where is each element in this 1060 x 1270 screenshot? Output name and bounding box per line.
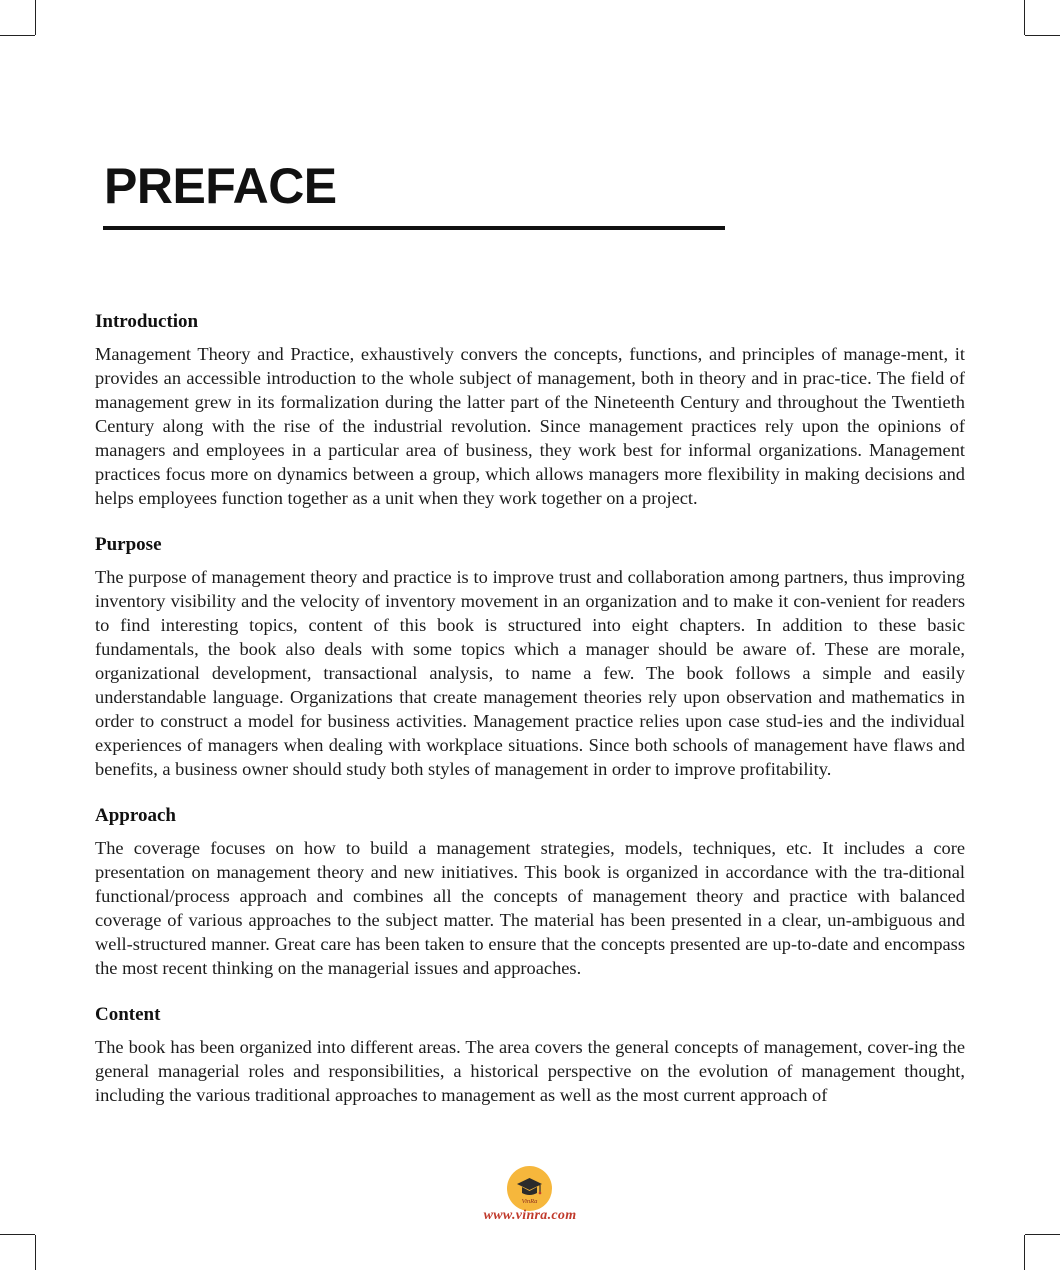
preface-content <box>95 310 965 1130</box>
section-body: The book has been organized into different areas. The area covers the general concepts of management, cover-ing the general managerial roles and responsibilities, a historical perspective on the evolution of management thought, including the various traditional approaches to management as well as the most current approach of <box>95 1037 965 1105</box>
graduation-cap-logo-icon <box>507 1166 552 1211</box>
section-purpose <box>95 533 965 781</box>
crop-mark-top-left-horizontal <box>0 35 35 36</box>
crop-mark-bottom-right-vertical <box>1024 1235 1025 1270</box>
svg-text:VinRa: VinRa <box>521 1198 538 1205</box>
crop-mark-bottom-left-vertical <box>35 1235 36 1270</box>
website-url[interactable]: www.vinra.com <box>483 1208 577 1223</box>
crop-mark-top-right-horizontal <box>1025 35 1060 36</box>
section-content <box>95 1003 965 1107</box>
section-approach <box>95 804 965 980</box>
section-heading: Purpose <box>95 534 162 555</box>
section-body: The coverage focuses on how to build a management strategies, models, techniques, etc. It includes a core presentation on management theory and new initiatives. This book is organized in accordance with the tra-ditional functional/process approach and combines all the concepts of management theory and practice with balanced coverage of various approaches to the subject matter. The material has been presented in a clear, un-ambiguous and well-structured manner. Great care has been taken to ensure that the concepts presented are up-to-date and encompass the most recent thinking on the managerial issues and approaches. <box>95 838 965 978</box>
section-body: The purpose of management theory and practice is to improve trust and collaboration among partners, thus improving inventory visibility and the velocity of inventory movement in an organization and to make it con-venient for readers to find interesting topics, content of this book is structured into eight chapters. In addition to these basic fundamentals, the book also deals with some topics which a manager should be aware of. These are morale, organizational development, transactional analysis, to name a few. The book follows a simple and easily understandable language. Organizations that create management theories rely upon observation and mathematics in order to construct a model for business activities. Management practice relies upon case stud-ies and the individual experiences of managers when dealing with workplace situations. Since both schools of management have flaws and benefits, a business owner should study both styles of management in order to improve profitability. <box>95 567 965 779</box>
crop-mark-bottom-right-horizontal <box>1025 1234 1060 1235</box>
section-body: Management Theory and Practice, exhaustively convers the concepts, functions, and principles of manage-ment, it provides an accessible introduction to the whole subject of management, both in theory and in prac-tice. The field of management grew in its formalization during the latter part of the Nineteenth Century and throughout the Twentieth Century along with the rise of the industrial revolution. Since management practices rely upon the opinions of managers and employees in a particular area of business, they work best for informal organizations. Management practices focus more on dynamics between a group, which allows managers more flexibility in making decisions and helps employees function together as a unit when they work together on a project. <box>95 344 965 508</box>
page-title: PREFACE <box>104 158 337 214</box>
crop-mark-bottom-left-horizontal <box>0 1234 35 1235</box>
section-heading: Approach <box>95 805 176 826</box>
section-heading: Introduction <box>95 311 199 332</box>
crop-mark-top-left-vertical <box>35 0 36 35</box>
title-underline <box>103 226 725 230</box>
section-introduction <box>95 310 965 510</box>
crop-mark-top-right-vertical <box>1024 0 1025 35</box>
section-heading: Content <box>95 1004 161 1025</box>
